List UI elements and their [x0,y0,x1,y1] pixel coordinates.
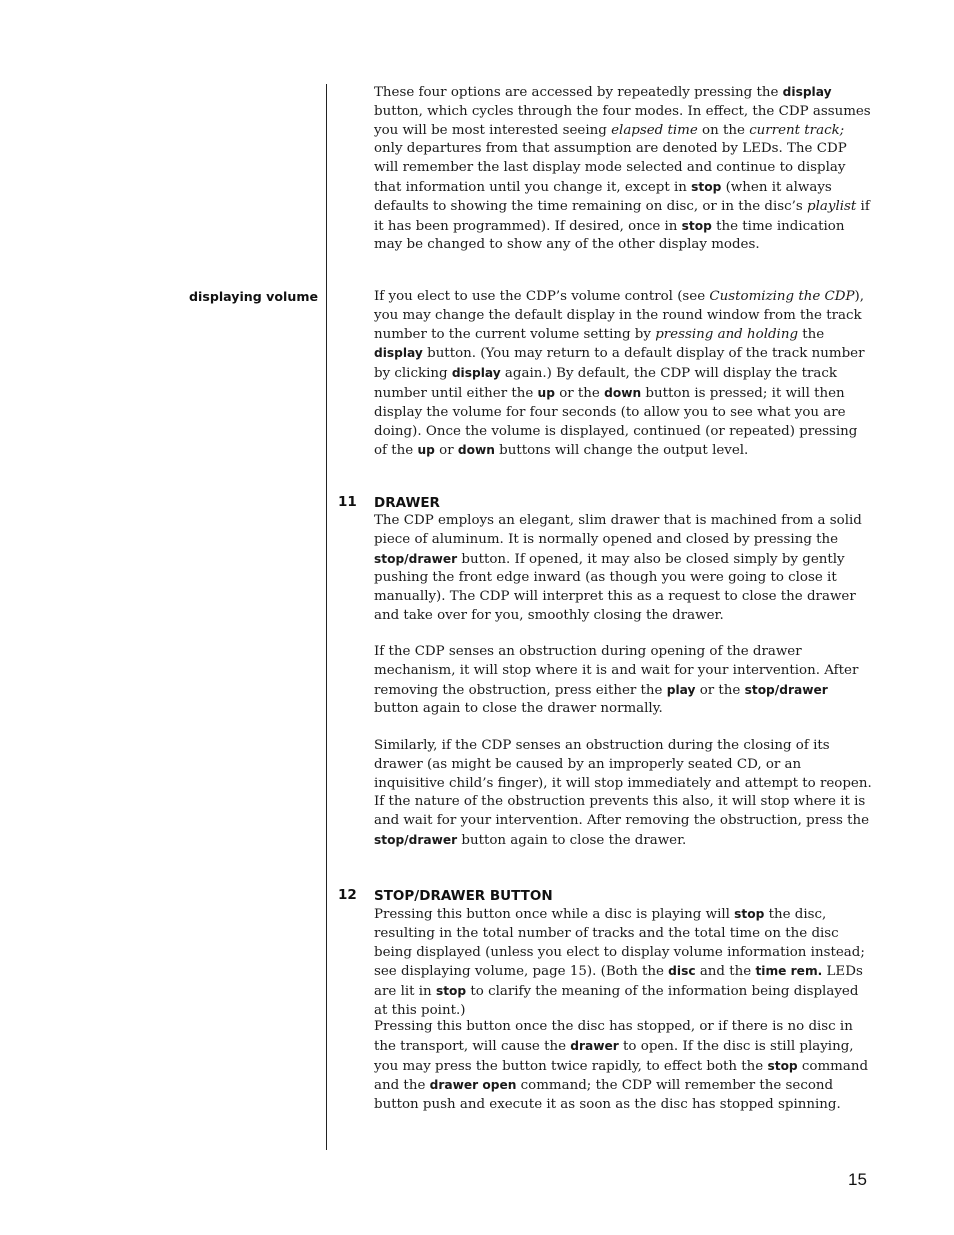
body-text: to clarify the meaning of the information being displayed at this point.) [374,984,859,1018]
button-name-keyword: down [457,443,495,458]
body-text: button. If opened, it may also be closed simply by gently pushing the front edge inward (as though you were going to close it manually). The CDP will interpret this as a request to close the drawer and take over for you, smoothly closing the drawer. [374,551,856,623]
button-name-keyword: drawer open [429,1078,517,1093]
button-name-keyword: time rem. [755,964,823,979]
body-text: button, which cycles through the four modes. In effect, the CDP assumes you will be most interested seeing [374,103,871,138]
section-title-drawer: DRAWER [374,495,440,511]
body-text: or the [695,682,745,698]
body-text: and the [695,964,756,980]
body-text: the disc, resulting in the total number of tracks and the total time on the disc being displayed (unless you elect to display volume information instead; see displaying volume, page 15). (Both the [374,907,865,980]
body-text: button is pressed; it will then display the volume for four seconds (to allow you to see what you are doing). Once the volume is displayed, continued (or repeated) pressing of the [374,385,858,459]
body-text: Pressing this button once while a disc is playing will [374,907,735,922]
body-text: again.) By default, the CDP will display the track number until either the [374,366,837,401]
body-text: to open. If the disc is still playing, you may press the button twice rapidly, to effect both the [374,1038,854,1074]
body-text: If you elect to use the CDP’s volume control (see [374,289,710,304]
button-name-keyword: display [374,346,423,361]
paragraph-open-drawer [374,1018,874,1115]
section-number-11: 11 [338,494,357,510]
body-text: The CDP employs an elegant, slim drawer that is machined from a solid piece of aluminum. It is normally opened and closed by pressing the [374,513,862,547]
button-name-keyword: stop [681,218,712,233]
section-title-stop-drawer-button: STOP/DRAWER BUTTON [374,888,553,904]
page-number: 15 [848,1170,867,1189]
button-name-keyword: disc [668,964,696,979]
button-name-keyword: stop [691,179,722,194]
button-name-keyword: stop [435,984,467,999]
body-text: button again to close the drawer. [457,832,687,848]
body-text: the time indication may be changed to show any of the other display modes. [374,218,845,253]
button-name-keyword: play [666,682,696,697]
body-text: Similarly, if the CDP senses an obstruction during the closing of its drawer (as might be caused by an improperly seated CD, or an inquisitive child’s finger), it will stop immediately and attempt to reopen. If the nature of the obstruction prevents this also, it will stop where it is and wait for your intervention. After removing the obstruction, press the [374,738,872,829]
body-text: LEDs are lit in [374,964,863,1000]
paragraph-display-modes [374,83,874,255]
button-name-keyword: down [604,385,642,400]
body-text: only departures from that assumption are denoted by LEDs. The CDP will remember the last display mode selected and continue to display that information until you change it, except in [374,141,847,195]
body-text: (when it always defaults to showing the time remaining on disc, or in the disc’s [374,179,832,214]
body-text: button again to close the drawer normally. [374,701,663,717]
body-text: button. (You may return to a default display of the track number by clicking [374,346,865,382]
body-text: These four options are accessed by repeatedly pressing the [374,85,783,100]
button-name-keyword: stop/drawer [744,682,828,697]
sidebar-heading-displaying-volume: displaying volume [189,289,318,304]
button-name-keyword: up [537,385,555,400]
paragraph-drawer-opening-obstruction [374,643,874,719]
button-name-keyword: drawer [570,1038,619,1053]
paragraph-stop-while-playing [374,905,874,1021]
section-number-12: 12 [338,887,357,903]
body-text: command and the [374,1058,869,1094]
body-text: Pressing this button once the disc has stopped, or if there is no disc in the transport, will cause the [374,1019,853,1054]
body-text: buttons will change the output level. [494,443,749,459]
button-name-keyword: up [417,443,435,458]
emphasized-text: playlist [807,198,857,214]
paragraph-drawer-intro [374,512,874,626]
button-name-keyword: stop [767,1058,798,1073]
body-text: If the CDP senses an obstruction during opening of the drawer mechanism, it will stop where it is and wait for your intervention. After removing the obstruction, press either the [374,644,859,698]
emphasized-text: elapsed time [611,122,698,138]
emphasized-text: current track; [749,122,845,138]
button-name-keyword: stop/drawer [374,551,458,566]
paragraph-displaying-volume [374,288,874,461]
button-name-keyword: display [782,85,832,99]
body-text: on the [697,122,750,138]
body-text: the [798,326,825,342]
body-text: ), you may change the default display in the round window from the track number to the current volume setting by [374,289,865,342]
body-text: if it has been programmed). If desired, once in [374,198,870,234]
button-name-keyword: stop/drawer [374,832,458,847]
body-text: or the [554,385,605,401]
body-text: command; the CDP will remember the second button push and execute it as soon as the disc has stopped spinning. [374,1078,841,1113]
vertical-rule [326,84,327,1150]
body-text: or [434,443,458,459]
button-name-keyword: stop [734,907,765,921]
paragraph-drawer-closing-obstruction [374,737,874,851]
button-name-keyword: display [451,366,501,381]
emphasized-text: pressing and holding [655,326,799,342]
emphasized-text: Customizing the CDP [709,289,855,304]
